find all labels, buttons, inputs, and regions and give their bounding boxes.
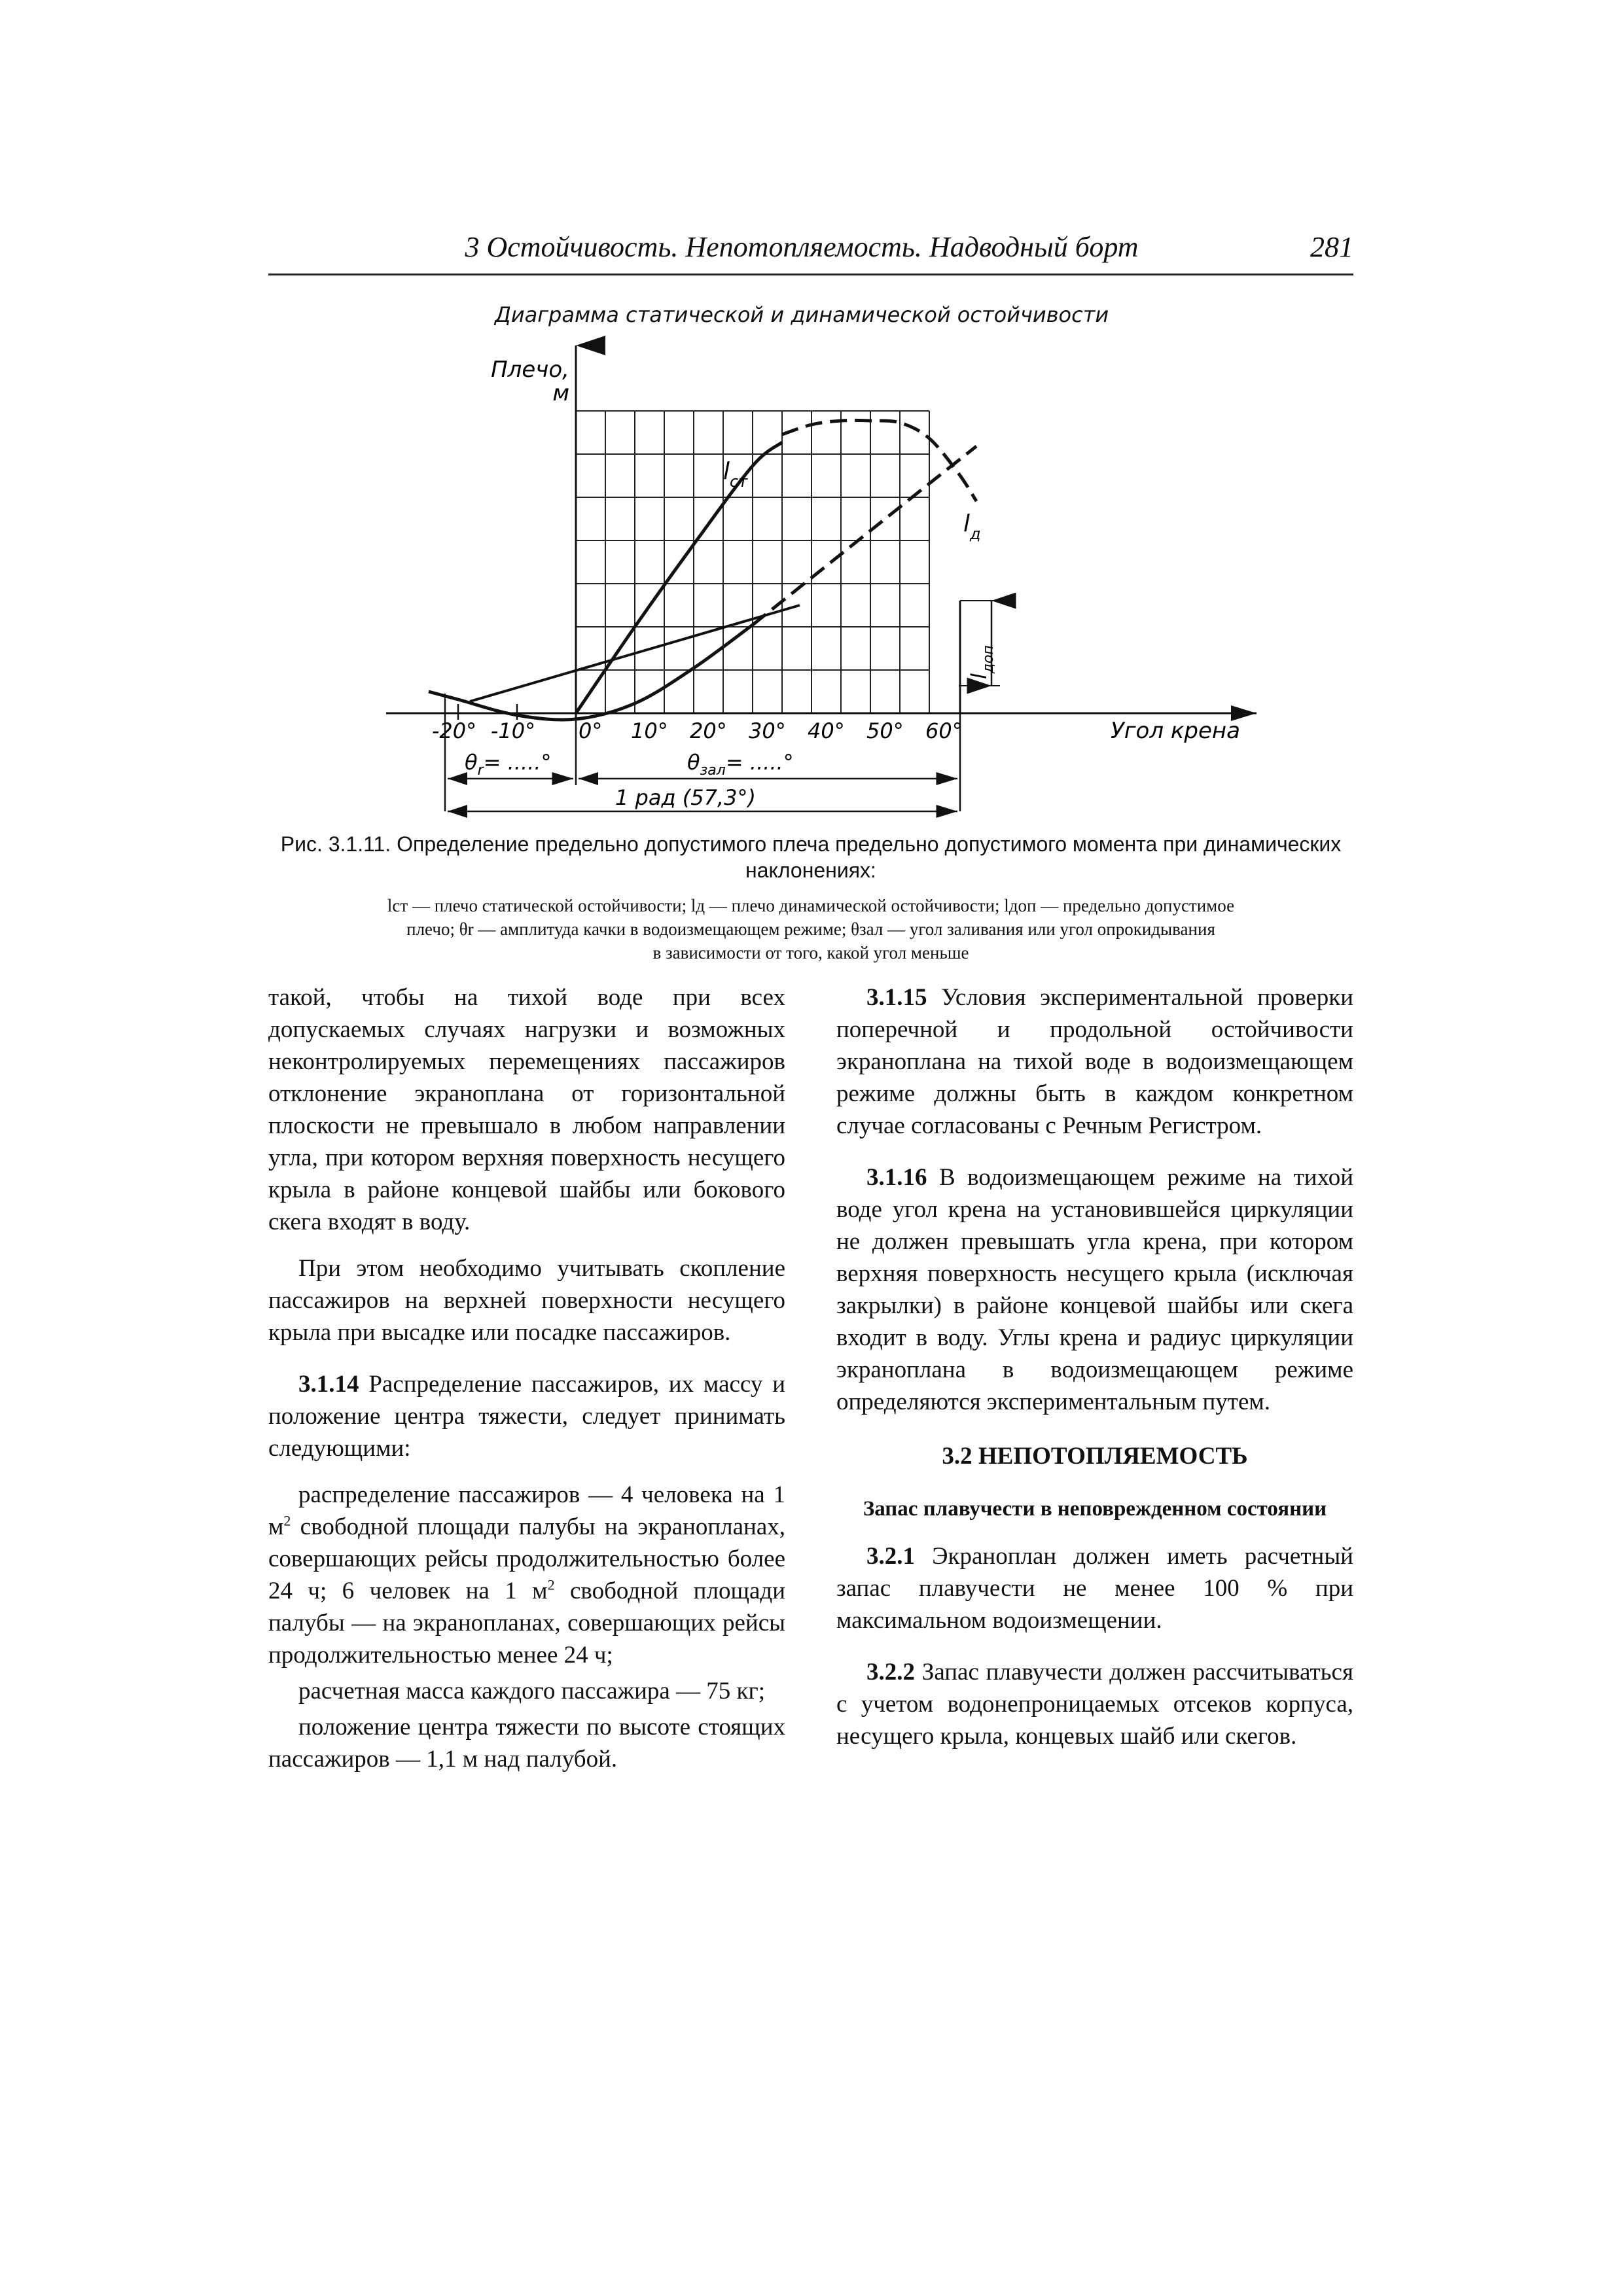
paragraph-3-1-15 bbox=[836, 981, 1353, 1142]
x-tick-label: 50° bbox=[866, 718, 904, 743]
theta-r-label: $\theta_r=$ .....° bbox=[465, 750, 552, 779]
page-number: 281 bbox=[1310, 231, 1353, 263]
running-title: 3 Остойчивость. Непотопляемость. Надводный борт bbox=[465, 231, 1139, 263]
figure-title: Диаграмма статической и динамической остойчивости bbox=[494, 302, 1109, 327]
y-axis-label-2: м bbox=[552, 380, 569, 406]
x-tick-label: -20° bbox=[431, 718, 477, 743]
paragraph-3-2-2 bbox=[836, 1656, 1353, 1752]
section-title: 3.2 НЕПОТОПЛЯЕМОСТЬ bbox=[942, 1443, 1248, 1470]
rad-label: 1 рад (57,3°) bbox=[615, 785, 756, 810]
clause-text: Распределение пассажиров, их массу и положение центра тяжести, следует принимать следующими: bbox=[268, 1371, 785, 1462]
clause-number: 3.2.1 bbox=[866, 1543, 915, 1570]
header-rule bbox=[268, 274, 1353, 275]
stability-diagram bbox=[366, 327, 1283, 824]
clause-number: 3.1.16 bbox=[866, 1164, 927, 1191]
x-tick-labels bbox=[432, 718, 963, 743]
figure-legend bbox=[268, 894, 1353, 964]
paragraph: такой, чтобы на тихой воде при всех допускаемых случаях нагрузки и возможных неконтролируемых перемещениях пассажиров отклонение экраноплана от горизонтальной плоскости не превышало в любом направлении угла, при котором верхняя поверхность несущего крыла в районе концевой шайбы или бокового скега входят в воду. bbox=[268, 984, 785, 1235]
x-tick-label: 0° bbox=[579, 718, 603, 743]
static-stability-curve-solid bbox=[576, 442, 782, 713]
clause-number: 3.2.2 bbox=[866, 1659, 915, 1686]
paragraph: При этом необходимо учитывать скопление пассажиров на верхней поверхности несущего крыла при высадке или посадке пассажиров. bbox=[268, 1255, 785, 1346]
paragraph-3-2-1 bbox=[836, 1540, 1353, 1636]
legend-line-2: плечо; θr — амплитуда качки в водоизмещающем режиме; θзал — угол заливания или угол опрокидывания bbox=[406, 919, 1215, 939]
x-axis-label: Угол крена bbox=[1110, 718, 1240, 744]
legend-line-3: в зависимости от того, какой угол меньше bbox=[652, 943, 969, 963]
x-tick-label: 10° bbox=[631, 718, 668, 743]
left-column bbox=[268, 981, 785, 1790]
paragraph bbox=[268, 1479, 785, 1671]
paragraph: расчетная масса каждого пассажира — 75 кг; bbox=[298, 1678, 765, 1704]
label-l-st: $l_{ст}$ bbox=[723, 458, 748, 491]
clause-text: Экраноплан должен иметь расчетный запас плавучести не менее 100 % при максимальном водоизмещении. bbox=[836, 1543, 1353, 1634]
superscript: 2 bbox=[283, 1512, 291, 1529]
right-column bbox=[836, 981, 1353, 1767]
paragraph-3-1-16 bbox=[836, 1161, 1353, 1418]
superscript: 2 bbox=[547, 1576, 555, 1593]
x-tick-label: 20° bbox=[690, 718, 727, 743]
dynamic-stability-curve-dashed bbox=[753, 446, 976, 625]
dynamic-stability-curve-solid bbox=[429, 625, 753, 720]
text-segment: распределение пассажиров — 4 человека на 1 м bbox=[268, 1481, 785, 1540]
clause-number: 3.1.14 bbox=[298, 1371, 359, 1398]
label-l-d: $l_д$ bbox=[963, 510, 981, 543]
label-l-dop: $l_{доп}$ bbox=[967, 645, 997, 679]
x-tick-label: 40° bbox=[808, 718, 845, 743]
clause-text: В водоизмещающем режиме на тихой воде угол крена на установившейся циркуляции не должен превышать угла крена, при котором верхняя поверхность несущего крыла (исключая закрылки) в районе концевой шайбы или скега входит в воду. Углы крена и радиус циркуляции экраноплана в водоизмещающем режиме определяются экспериментальным путем. bbox=[836, 1164, 1353, 1415]
theta-zal-label: $\theta_{зал}=$ .....° bbox=[687, 750, 794, 779]
subsection-title: Запас плавучести в неповрежденном состоянии bbox=[863, 1497, 1327, 1521]
x-tick-label: 30° bbox=[749, 718, 786, 743]
figure-caption: Рис. 3.1.11. Определение предельно допустимого плеча предельно допустимого момента при динамических наклонениях: bbox=[280, 832, 1342, 882]
x-tick-label: 60° bbox=[925, 718, 963, 743]
legend-line-1: lст — плечо статической остойчивости; lд — плечо динамической остойчивости; lдоп — предельно допустимое bbox=[387, 896, 1235, 915]
x-tick-label: -10° bbox=[490, 718, 536, 743]
chart-grid bbox=[458, 411, 929, 720]
y-axis-label-1: Плечо, bbox=[491, 357, 569, 383]
clause-text: Условия экспериментальной проверки поперечной и продольной остойчивости экраноплана на тихой воде в водоизмещающем режиме должны быть в каждом конкретном случае согласованы с Речным Регистром. bbox=[836, 984, 1353, 1139]
paragraph: положение центра тяжести по высоте стоящих пассажиров — 1,1 м над палубой. bbox=[268, 1714, 785, 1773]
text-segment: свободной площади палубы — на экранопланах, совершающих рейсы продолжительностью менее 24 ч; bbox=[268, 1578, 785, 1669]
clause-text: Запас плавучести должен рассчитываться с учетом водонепроницаемых отсеков корпуса, несущего крыла, концевых шайб или скегов. bbox=[836, 1659, 1353, 1750]
paragraph-3-1-14 bbox=[268, 1368, 785, 1464]
clause-number: 3.1.15 bbox=[866, 984, 927, 1011]
text-segment: свободной площади палубы на экранопланах, совершающих рейсы продолжительностью более 24 ч; 6 человек на 1 м bbox=[268, 1513, 785, 1604]
